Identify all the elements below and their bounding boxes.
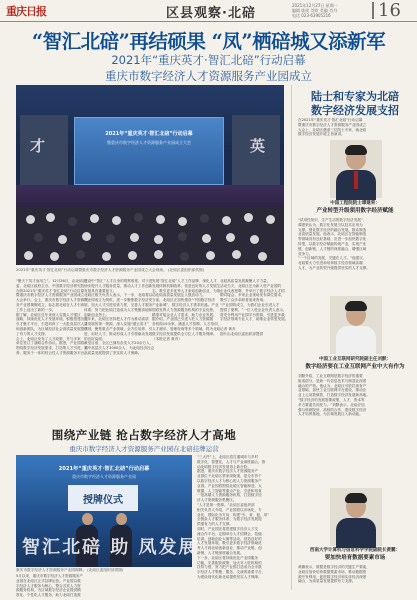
- text-line: 业上云用数赋智，打造数字经济发展新高地。: [298, 393, 370, 398]
- photo-stage-screen: [74, 117, 224, 185]
- text-line: 在2021年“重庆英才·智汇北碚”行动启幕: [298, 118, 363, 122]
- text-line: 展，加大人才引进培育力度，完善人才服务: [84, 302, 153, 307]
- person-1-quote: 产业转型升级须用数字经济赋能: [316, 208, 394, 214]
- text-line: 产业新城”，数字经济人才需求旺盛。产业: [152, 302, 219, 307]
- portrait-liu-mo: [330, 296, 382, 354]
- text-line: 战略，持续优化人才发展环境，积极搭建各类: [16, 317, 88, 322]
- text-line: 计划，聚焦重点产业领域，全方位培养、引: [84, 326, 153, 331]
- photo-glyph-right: 英: [250, 137, 266, 155]
- page-number-divider: [372, 2, 374, 19]
- portrait-hair: [345, 301, 367, 311]
- text-line: 了有力的人才支撑。: [16, 331, 49, 336]
- text-line: 谭建荣认为，数字化发展当以技术应用为: [298, 222, 363, 227]
- text-line: 字经济人才集聚、服务、交流的重要平台，: [197, 570, 266, 575]
- text-line: 数字经济发展提供全方位人才服务保障。: [152, 331, 217, 336]
- text-line: 多方要素共同发力。”刘默表示，北碚应加: [298, 402, 365, 407]
- photo-screen-text-2: 暨重庆市数字经济人才资源服务产业园成立大会: [107, 140, 191, 145]
- text-line: 数字经济发展开展主旨演讲。: [298, 132, 345, 137]
- audience-seat: [82, 232, 91, 241]
- audience-seat: [130, 233, 139, 242]
- text-line: 精准对接企业人才需求，助力企业发展。: [152, 312, 217, 317]
- plaque-ceremony-photo: [16, 455, 199, 567]
- text-line: 融合的产物。他认为，北碚区可依托现有产: [298, 383, 367, 388]
- text-line: “数字经济的发展需要政策、人才、资本等: [298, 397, 365, 402]
- text-line: （本报记者 黄乔）: [152, 336, 182, 341]
- audience-seat: [200, 214, 209, 223]
- text-line: “聚天下英才而用之”。12月26日，由北碚区: [16, 279, 87, 283]
- text-line: 源开发利用，促进数字经济和实体经济深度: [298, 574, 367, 579]
- text-line: 的良好局面。: [84, 336, 106, 341]
- audience-seat: [58, 235, 67, 244]
- text-line: “一个区域的发展，关键在人才。”他建议，: [298, 256, 367, 261]
- text-line: 建设中“智汇”人才自身的观察维度。对于进: [84, 279, 153, 283]
- person-head: [116, 513, 127, 525]
- text-line: 流合作平台，定期举办人才招聘会、技能: [197, 531, 262, 536]
- audience-seat: [76, 250, 85, 259]
- body-column-a: [16, 279, 88, 356]
- text-line: 同时，产业园还将搭建数字经济人才交: [197, 526, 259, 531]
- text-line: 工作上迈出了新的一步。: [16, 307, 56, 312]
- text-line: 引才聚才平台，引进培育了一大批高层次人才: [16, 322, 88, 327]
- audience-seat: [180, 252, 189, 261]
- text-line: 为建设现代化新北碚提供坚实人才保障。: [197, 574, 262, 579]
- text-line: 吸引了众多求职者前来咨询。: [220, 298, 267, 303]
- text-line: 扶持力度，努力把产业园打造成为全市数: [197, 565, 262, 570]
- plaque-board: [68, 485, 138, 511]
- audience-seat: [232, 250, 241, 259]
- text-line: 全链条人才服务体系，为数字经济发展提: [197, 517, 262, 522]
- text-line: 发展体制机制改革，营造良好的人才发展生: [152, 283, 221, 288]
- text-line: 融合，为高质量发展提供有力支撑。: [298, 579, 356, 584]
- text-line: 人才发展环境，吸引更多数字经济领域优: [197, 541, 262, 546]
- text-line: 办的2021年“重庆英才·智汇北碚”行动启幕: [16, 288, 84, 293]
- text-line: 务产业园揭牌成立，标志着北碚在人才引育: [16, 302, 85, 307]
- page-number: 16: [378, 0, 401, 21]
- audience-seat: [206, 251, 215, 260]
- audience-seat: [46, 213, 55, 222]
- portrait-tie: [354, 171, 358, 189]
- body-column-c: [152, 279, 222, 341]
- text-line: 记者 黄乔: [220, 326, 236, 331]
- headline-title: “智汇北碚”再结硕果 “凤”栖碚城又添新军: [31, 30, 386, 53]
- text-line: 北碚应加快培育数据要素市场，推动数据资: [298, 569, 367, 574]
- text-line: 暨重庆市数字经济人才资源服务产业园成立: [16, 293, 85, 298]
- portrait-hair: [345, 493, 367, 503]
- text-line: 图片由北碚区委组织部提供: [220, 331, 264, 336]
- text-line: 字经济领域专业人才，助推企业转型发展。: [220, 317, 289, 322]
- text-line: 新链、人才链深度融合发展。: [197, 550, 244, 555]
- text-line: 企业代表授牌，并举行了数字经济人才招: [220, 288, 285, 293]
- audience-seat: [222, 216, 231, 225]
- text-line: 务机构10余家，涵盖人才招聘、人才培训、: [152, 322, 222, 327]
- text-line: 业园在北碚区正式挂牌运营。产业园以数: [16, 578, 81, 583]
- text-line: 态，吸引更多优秀人才来碚创新创业，为推: [152, 288, 221, 293]
- newspaper-logo: 重庆日报: [6, 5, 46, 18]
- body-column-d: [220, 279, 289, 337]
- text-line: “三大件”上，北碚区将打通城市与乡村: [197, 455, 259, 459]
- story-2-column-f: [16, 574, 192, 598]
- photo-banner-text-2: 重庆市数字经济人才资源服务产业园: [72, 474, 136, 479]
- text-line: 发展“智汇北碚”人才工作品牌，深化人才: [152, 279, 217, 283]
- text-line: 等领域具有良好基础，应进一步加快数字化: [298, 237, 367, 242]
- person-2-title: 中国工业互联网研究院副主任刘默：: [319, 357, 391, 362]
- story-2-column-e: [197, 455, 287, 580]
- issue-line: 2021年12月27日 星期一: [292, 3, 338, 8]
- main-photo-caption: 2021年“重庆英才·智汇北碚”行动启幕暨重庆市数字经济人才资源服务产业园成立大会现场。 (北碚区委组织部供图): [16, 268, 205, 272]
- text-line: “产业园的成立，为我们企业引进人才: [220, 302, 280, 307]
- text-line: 近年来，北碚区坚持把人才作为推动高质: [84, 317, 149, 322]
- text-line: 强与科研院所、高校的合作，建设数字经济: [298, 407, 367, 412]
- audience-seat: [34, 233, 43, 242]
- headline-subtitle-1: 2021年“重庆英才·智汇北碚”行动启幕: [111, 53, 306, 67]
- story-2-subtitle: 重庆市数字经济人才资源服务产业园在北碚挂牌运营: [69, 445, 219, 453]
- text-line: 园将发挥人力资源服务机构的专业优势，: [152, 307, 217, 312]
- person-2-quote: 数字经济要在工业互联网产业中大有作为: [305, 364, 405, 370]
- person-3-title: 西南大学计算机与信息科学学院副院长黄鹏：: [310, 548, 400, 553]
- issue-line: 编辑 陈欣 刘欢 美编 肖丹: [292, 8, 338, 13]
- text-line: 动北碚高质量发展注入强劲动力。: [152, 293, 206, 298]
- text-line: 一步提升人才服务质量，推动人才工作创新: [84, 283, 153, 288]
- audience-seat: [134, 213, 143, 222]
- story-2-title: 围绕产业链 抢占数字经济人才高地: [51, 428, 237, 442]
- text-line: 进、用好人才，推动形成人才引领驱动发展: [84, 331, 153, 336]
- text-line: 当前，北碚区正加快建设“中国数字经济: [152, 298, 215, 303]
- text-line: 会上，北碚区发布了人才政策，并与多家: [16, 336, 81, 341]
- text-line: 围绕数字经济发展需求，打造集人才引进、培: [16, 346, 88, 351]
- person-head: [82, 513, 93, 525]
- photo-screen-text: 2021年“重庆英才·智汇北碚”行动启幕: [105, 131, 193, 137]
- audience-seat: [250, 235, 259, 244]
- text-line: 字经济人才服务为核心，整合各类人力资: [16, 583, 81, 588]
- photo-big-letters: 智汇北碚 助 凤发展: [22, 537, 199, 558]
- text-line: 提供了便利。”一位入驻企业负责人表示，: [220, 307, 287, 312]
- text-line: 活动当天，北碚区还为新入驻产业园的: [220, 283, 282, 288]
- section-title: 区县观察·北碚: [166, 6, 256, 21]
- text-line: “试用性知识、生产生活的数字经济发展”，: [298, 218, 367, 222]
- main-event-photo: [16, 85, 284, 265]
- text-line: 支撑，强化数字经济的融合发展，推动制造: [298, 227, 367, 232]
- audience-seat: [244, 213, 253, 222]
- text-line: 一批高端人力资源服务机构，打造数字经: [197, 493, 262, 498]
- text-line: 和创新团队，为区域经济社会高质量发展提供: [16, 326, 88, 331]
- headline-subtitle-2: 重庆市数字经济人才资源服务产业园成立: [105, 69, 312, 83]
- text-line: “人才是第一资源。”北碚区委组织部: [197, 502, 255, 507]
- issue-line: 电话 023-63905216: [292, 13, 331, 18]
- audience-seat: [102, 252, 111, 261]
- text-line: 养、服务于一体的综合性人才资源服务平台。: [16, 350, 88, 355]
- audience-seat: [202, 234, 211, 243]
- text-line: 北碚要大力引进和培养数字经济领域高端: [298, 261, 363, 266]
- right-heading-line-1: 陆士和专家为北碚: [311, 90, 399, 103]
- text-line: 竞争力。: [298, 251, 313, 256]
- text-line: 业高质量发展。他表示，北碚区在智能制造: [298, 232, 367, 237]
- text-line: 发展具有重要意义。: [84, 288, 117, 293]
- text-line: 大会举行。会上，重庆市数字经济人才资源服: [16, 298, 88, 303]
- audience-seat: [226, 233, 235, 242]
- text-line: 业化、国际化为方向，构建“引、育、留、用”: [197, 512, 270, 517]
- person-1-title: 中国工程院院士谭建荣：: [330, 201, 380, 206]
- masthead: [0, 0, 417, 22]
- plaque-text: 授牌仪式: [83, 495, 123, 506]
- text-line: 刘默介绍，工业互联网是数字经济的重要: [298, 374, 363, 378]
- text-line: 相关负责人介绍，产业园将以市场化、专: [197, 507, 262, 512]
- text-line: 人才测评、管理咨询等多个领域，将为北碚: [152, 326, 221, 331]
- issue-info: [292, 3, 366, 18]
- text-line: 产业园成立为契机，进一步聚焦数字经济发: [84, 298, 153, 303]
- text-line: 秀人才到北碚创新创业，推动产业链、创: [197, 546, 262, 551]
- audience-seat: [90, 214, 99, 223]
- audience-seat: [26, 215, 35, 224]
- audience-seat: [24, 251, 33, 260]
- text-line: 人才培养基地，为区域发展注入新动能。: [298, 412, 363, 417]
- photo-audience: [16, 207, 284, 265]
- portrait-hair: [345, 145, 367, 155]
- right-body-3: [298, 565, 412, 584]
- text-line: 转型，以数字经济赋能传统产业，实现产业: [298, 241, 367, 246]
- audience-seat: [154, 235, 163, 244]
- portrait-huang-peng: [330, 488, 382, 546]
- portrait-tan-jianrong: [330, 140, 382, 198]
- text-line: 数据、人工智能等重点产业，引进和培育: [197, 488, 262, 493]
- text-line: 培训、创新创业大赛等活动，营造良好的: [197, 536, 262, 541]
- text-line: 体系，努力把北碚打造成为人才集聚高地和: [84, 307, 153, 312]
- text-line: 将充分利用产业园平台资源，引进更多数: [220, 312, 285, 317]
- audience-seat: [178, 217, 187, 226]
- text-line: 业园。产业园将围绕北碚区智能制造、大: [197, 483, 262, 488]
- column-divider: [291, 85, 292, 590]
- right-body-2: [298, 374, 412, 417]
- text-line: 数字化、智慧化，人才与产业深度融合，推: [197, 459, 266, 464]
- text-line: 据介绍，产业园已引进入驻人力资源服: [152, 317, 214, 322]
- text-line: 黄鹏表示，数据是数字经济的关键生产要素，: [298, 565, 370, 569]
- right-body-1: [298, 218, 412, 271]
- text-line: 其中高层次人才3000余人，为北碚经济社会: [84, 346, 155, 351]
- text-line: 量发展的第一资源，深入实施“缙云英才”: [84, 322, 149, 327]
- text-line: 人才，为产业转型升级提供坚实的人才支撑。: [298, 265, 370, 270]
- audience-seat: [128, 251, 137, 260]
- audience-seat: [266, 215, 275, 224]
- text-line: 北碚区相关负责人表示，下一步，北碚将以: [84, 293, 153, 298]
- text-line: 暨重庆市数字经济人才资源服务产业园成立: [298, 122, 367, 127]
- text-line: 下一步，北碚区将持续优化产业园服务: [197, 555, 259, 560]
- text-line: 济人才资源服务集聚区。: [197, 498, 237, 503]
- text-line: 以数字经济人才为核心的人力资源服务产: [197, 478, 262, 483]
- text-line: 大会上，北碚区邀请三位院士专家，就北碚: [298, 127, 367, 132]
- text-line: 业基础，加快工业互联网平台建设，推动企: [298, 388, 367, 393]
- text-line: 动北碚数字经济发展再上新台阶。: [197, 464, 251, 469]
- text-line: 源服务机构，为区域数字经济企业提供精: [16, 588, 81, 593]
- audience-seat: [154, 250, 163, 259]
- text-line: 截至目前，全区已拥有各类人才20余万人，: [84, 341, 154, 346]
- audience-seat: [50, 252, 59, 261]
- audience-seat: [156, 215, 165, 224]
- text-line: 创新创业热土。: [84, 312, 110, 317]
- text-line: 北碚高质量发展凝聚人才力量。: [220, 279, 271, 283]
- text-line: 供强有力的人才支撑。: [197, 522, 233, 527]
- person-3-quote: 要加快培育数据要素市场: [324, 555, 386, 561]
- text-line: 高质量发展提供了坚实的人才保障。: [84, 350, 142, 355]
- text-line: 5月以来，重庆市数字经济人才资源服务产: [16, 574, 83, 578]
- text-line: 单位签订了战略合作协议。据悉，产业园将: [16, 341, 85, 346]
- text-line: 功能，完善配套政策，加大对入驻机构的: [197, 560, 262, 565]
- text-line: 组成部分，是新一代信息技术与制造业深度: [298, 378, 367, 383]
- text-line: 准化、个性化人才服务，助力北碚打造数: [16, 593, 81, 598]
- photo-banner-text: 2021年“重庆英才·智汇北碚”行动启幕: [58, 466, 150, 472]
- body-column-b: [84, 279, 155, 356]
- photo-glyph-left: 才: [30, 137, 46, 155]
- text-line: 链、创新链、人才链的深度融合，增强区域: [298, 246, 367, 251]
- portrait-body: [336, 326, 376, 356]
- audience-seat: [106, 234, 115, 243]
- audience-seat: [178, 232, 187, 241]
- text-line: 据悉，重庆市数字经济人才资源服务产: [197, 469, 259, 474]
- portrait-body: [336, 518, 376, 548]
- text-line: 业园位于北碚区蔡家岗街道，是全市首个: [197, 474, 262, 479]
- text-line: 据了解，北碚区近年来深入实施人才强区: [16, 312, 81, 317]
- text-line: 委、北碚区政府主办，中国数字经济研究院协: [16, 283, 88, 288]
- right-heading-line-2: 数字经济发展支招: [311, 104, 399, 117]
- story-2-photo-caption: 重庆市数字经济人才资源服务产业园揭牌。 (北碚区委组织部供图): [16, 568, 124, 572]
- right-intro: [298, 118, 412, 137]
- audience-seat: [112, 216, 121, 225]
- audience-seat: [68, 217, 77, 226]
- audience-seat: [258, 252, 267, 261]
- text-line: 聘对接会。多家企业现场发布岗位需求，: [220, 293, 285, 298]
